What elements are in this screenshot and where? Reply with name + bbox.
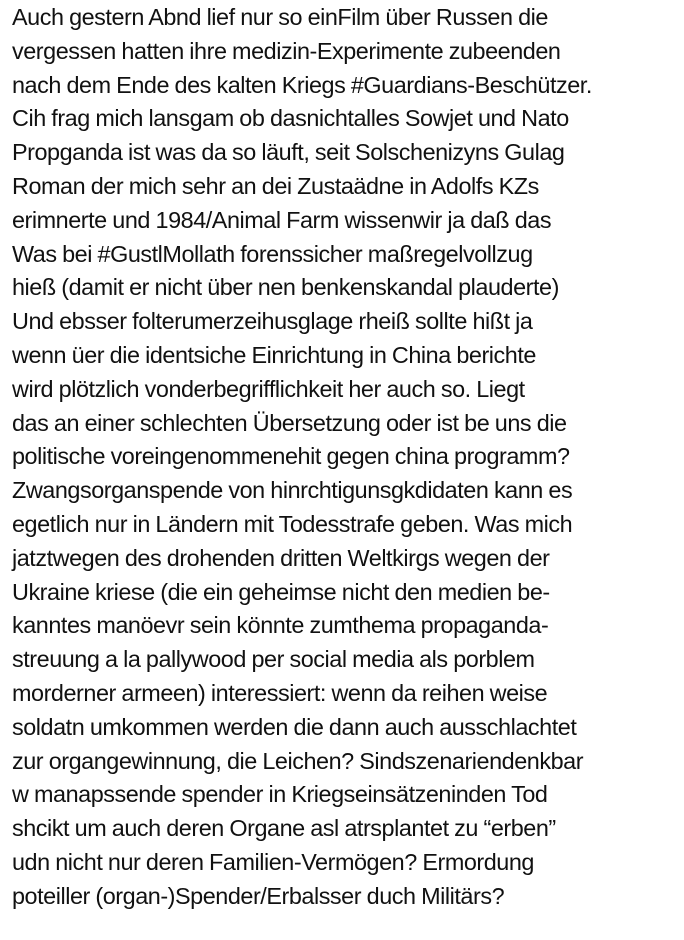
document-text xyxy=(12,1,680,914)
text-line: vergessen hatten ihre medizin-Experimente zubeenden xyxy=(12,37,561,64)
text-line: w manapssende spender in Kriegseinsätzeninden Tod xyxy=(12,781,548,808)
text-line: shcikt um auch deren Organe asl atrsplantet zu “erben” xyxy=(12,815,556,842)
text-line: Propganda ist was da so läuft, seit Solschenizyns Gulag xyxy=(12,139,565,166)
text-line: Was bei #GustlMollath forenssicher maßregelvollzug xyxy=(12,240,533,267)
text-line: streuung a la pallywood per social media als porblem xyxy=(12,646,535,673)
text-line: hieß (damit er nicht über nen benkenskandal plauderte) xyxy=(12,274,559,301)
text-line: egetlich nur in Ländern mit Todesstrafe geben. Was mich xyxy=(12,510,573,537)
text-line: wird plötzlich vonderbegrifflichkeit her auch so. Liegt xyxy=(12,375,525,402)
text-line: politische voreingenommenehit gegen china programm? xyxy=(12,443,570,470)
text-line: jatztwegen des drohenden dritten Weltkirgs wegen der xyxy=(12,544,550,571)
text-line: Ukraine kriese (die ein geheimse nicht den medien be- xyxy=(12,578,550,605)
text-line: das an einer schlechten Übersetzung oder ist be uns die xyxy=(12,409,567,436)
text-line: zur organgewinnung, die Leichen? Sindszenariendenkbar xyxy=(12,747,584,774)
text-line: nach dem Ende des kalten Kriegs #Guardians-Beschützer. xyxy=(12,71,592,98)
text-line: Cih frag mich lansgam ob dasnichtalles Sowjet und Nato xyxy=(12,105,569,132)
text-line: Auch gestern Abnd lief nur so einFilm über Russen die xyxy=(12,4,548,30)
text-line: Roman der mich sehr an dei Zustaädne in Adolfs KZs xyxy=(12,172,539,199)
text-line: udn nicht nur deren Familien-Vermögen? Ermordung xyxy=(12,848,534,875)
text-line: erimnerte und 1984/Animal Farm wissenwir ja daß das xyxy=(12,206,552,233)
text-line: morderner armeen) interessiert: wenn da reihen weise xyxy=(12,679,548,706)
text-line: Und ebsser folterumerzeihusglage rheiß sollte hißt ja xyxy=(12,308,533,335)
text-line: wenn üer die identsiche Einrichtung in China berichte xyxy=(12,341,536,368)
text-line: Zwangsorganspende von hinrchtigunsgkdidaten kann es xyxy=(12,477,573,504)
text-line: kanntes manöevr sein könnte zumthema propaganda- xyxy=(12,612,549,639)
text-line: poteiller (organ-)Spender/Erbalsser duch Militärs? xyxy=(12,882,505,909)
text-line: soldatn umkommen werden die dann auch ausschlachtet xyxy=(12,713,577,740)
